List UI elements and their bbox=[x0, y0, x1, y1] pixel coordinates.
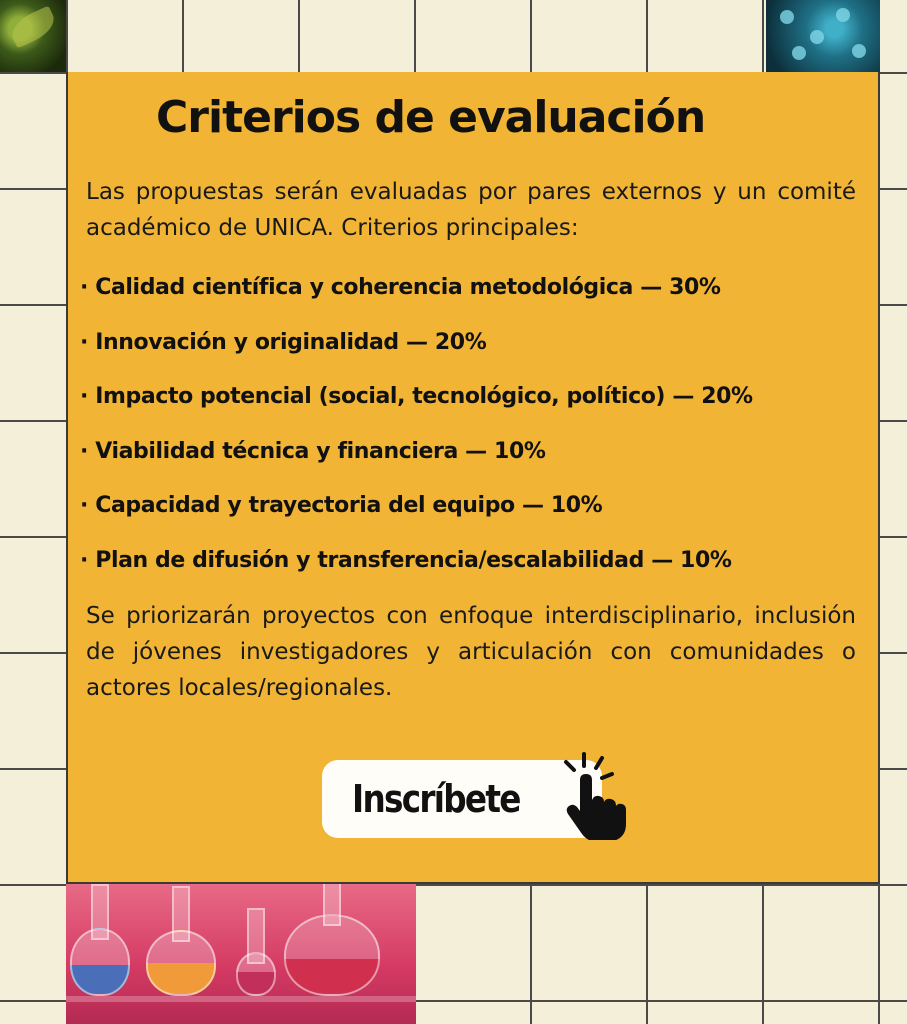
page-title: Criterios de evaluación bbox=[156, 92, 706, 143]
leaf-photo bbox=[0, 0, 66, 72]
criterion-item: · Plan de difusión y transferencia/escalabilidad — 10% bbox=[80, 547, 732, 573]
criteria-list bbox=[80, 268, 753, 596]
evaluation-criteria-panel bbox=[66, 72, 880, 884]
lab-flasks-photo bbox=[66, 884, 416, 1024]
criterion-item: · Impacto potencial (social, tecnológico, político) — 20% bbox=[80, 384, 753, 410]
outro-text: Se priorizarán proyectos con enfoque interdisciplinario, inclusión de jóvenes investigadores y articulación con comunidades o actores locales/regionales. bbox=[86, 603, 856, 701]
inscribete-button[interactable] bbox=[322, 760, 602, 838]
criterion-item: · Innovación y originalidad — 20% bbox=[80, 329, 487, 355]
criterion-item: · Calidad científica y coherencia metodológica — 30% bbox=[80, 275, 721, 300]
criterion-item: · Viabilidad técnica y financiera — 10% bbox=[80, 438, 546, 464]
intro-text: Las propuestas serán evaluadas por pares externos y un comité académico de UNICA. Criterios principales: bbox=[86, 179, 856, 241]
pointer-hand-click-icon bbox=[548, 750, 632, 840]
inscribete-label: Inscríbete bbox=[352, 777, 520, 821]
criterion-item: · Capacidad y trayectoria del equipo — 10% bbox=[80, 493, 603, 519]
molecule-photo bbox=[766, 0, 880, 72]
